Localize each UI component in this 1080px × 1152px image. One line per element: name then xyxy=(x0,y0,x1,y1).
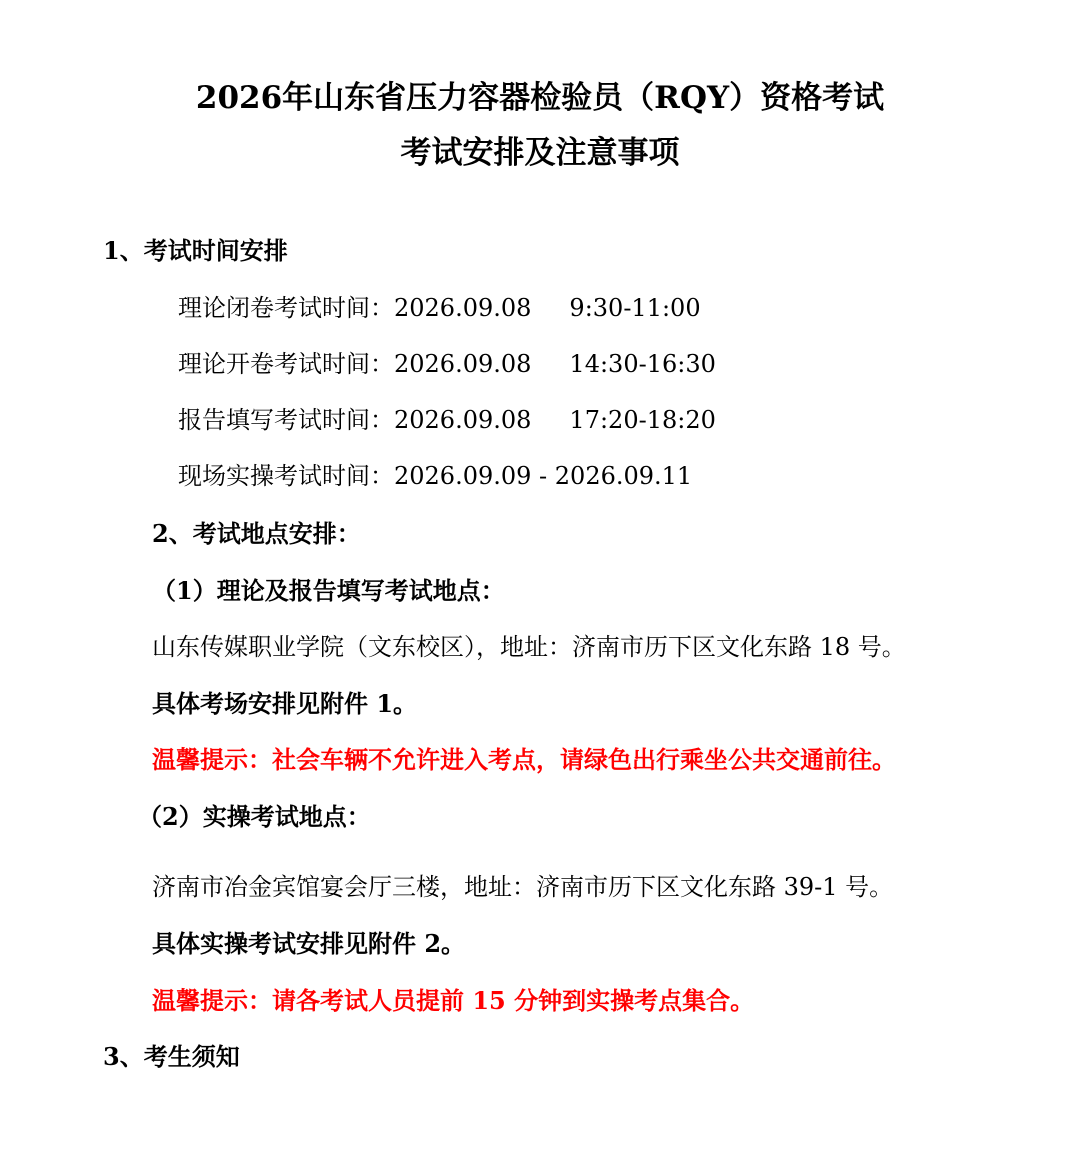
section-2-heading: 2、考试地点安排： xyxy=(152,519,361,548)
section-1-heading: 1、考试时间安排 xyxy=(103,236,288,265)
schedule-row xyxy=(178,292,701,324)
venue-1-tip: 温馨提示：社会车辆不允许进入考点，请绿色出行乘坐公共交通前往。 xyxy=(152,745,896,774)
doc-title-line-2: 考试安排及注意事项 xyxy=(400,135,680,171)
venue-1-note: 具体考场安排见附件 1。 xyxy=(152,689,418,718)
subsection-1-heading: （1）理论及报告填写考试地点： xyxy=(152,576,505,605)
venue-2-address: 济南市冶金宾馆宴会厅三楼，地址：济南市历下区文化东路 39-1 号。 xyxy=(152,873,894,901)
schedule-date: 2026.09.08 xyxy=(394,406,532,434)
schedule-time: 9:30-11:00 xyxy=(569,294,701,322)
schedule-time: 14:30-16:30 xyxy=(569,350,716,378)
schedule-label: 报告填写考试时间： xyxy=(178,406,394,434)
schedule-label: 理论闭卷考试时间： xyxy=(178,294,394,322)
venue-2-tip: 温馨提示：请各考试人员提前 15 分钟到实操考点集合。 xyxy=(152,986,755,1015)
schedule-time: 17:20-18:20 xyxy=(569,406,716,434)
schedule-date: 2026.09.08 xyxy=(394,350,532,378)
doc-title-line-1: 2026年山东省压力容器检验员（RQY）资格考试 xyxy=(195,80,885,116)
schedule-row xyxy=(178,404,716,436)
section-3-heading: 3、考生须知 xyxy=(103,1042,240,1071)
schedule-row xyxy=(178,348,716,380)
schedule-label: 理论开卷考试时间： xyxy=(178,350,394,378)
schedule-date: 2026.09.08 xyxy=(394,294,532,322)
schedule-row xyxy=(178,460,692,492)
schedule-date: 2026.09.09 - 2026.09.11 xyxy=(394,462,693,490)
venue-2-note: 具体实操考试安排见附件 2。 xyxy=(152,929,466,958)
schedule-label: 现场实操考试时间： xyxy=(178,462,394,490)
subsection-2-heading: （2）实操考试地点： xyxy=(138,802,371,831)
venue-1-address: 山东传媒职业学院（文东校区），地址：济南市历下区文化东路 18 号。 xyxy=(152,633,906,661)
